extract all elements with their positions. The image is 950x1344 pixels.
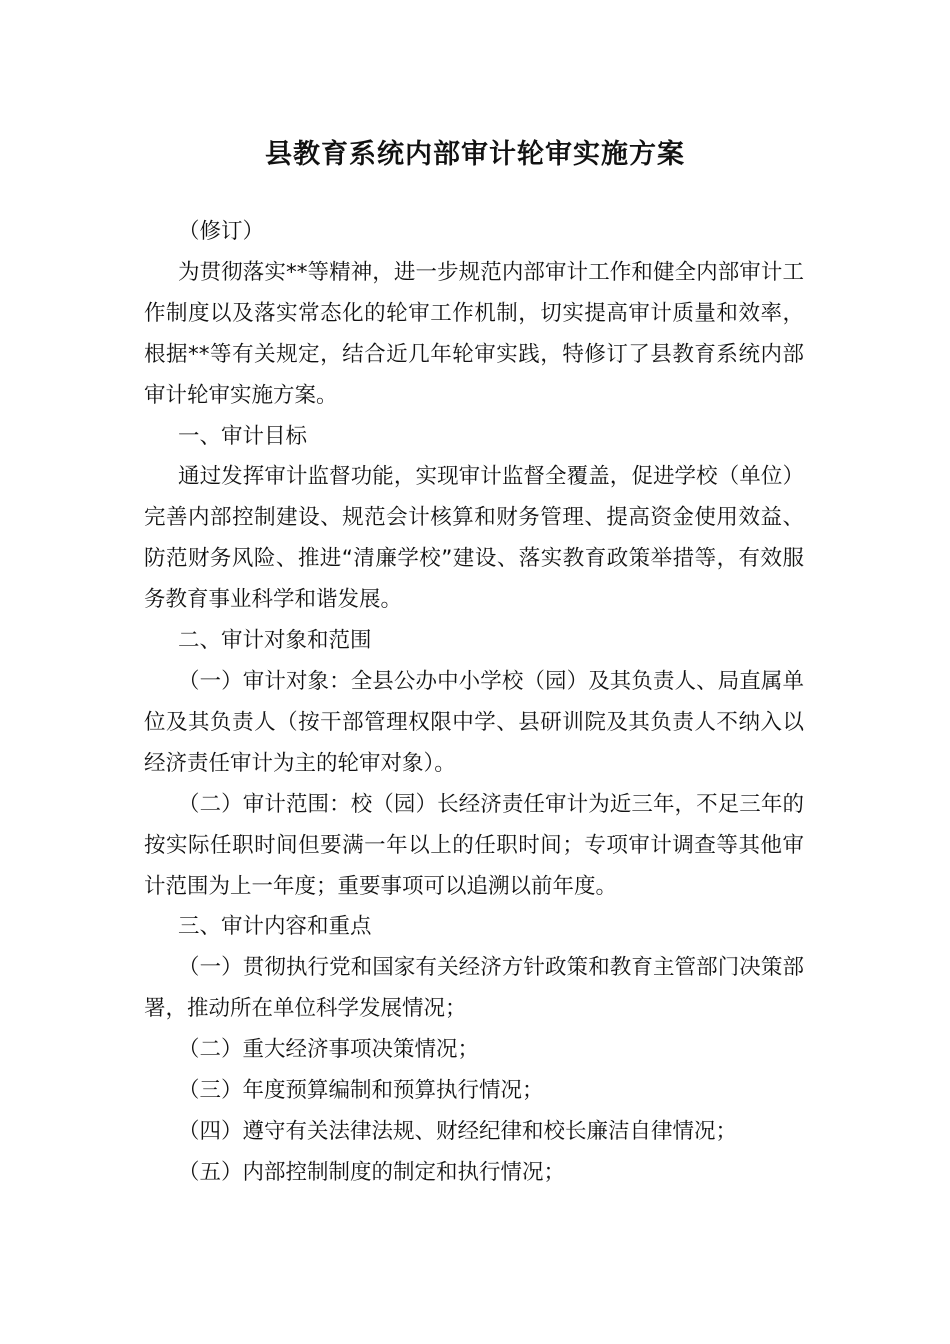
section-3-item-5: （五）内部控制制度的制定和执行情况； (178, 1159, 566, 1185)
section-heading-1: 一、审计目标 (178, 423, 308, 449)
intro-paragraph: 为贯彻落实**等精神，进一步规范内部审计工作和健全内部审计工作制度以及落实常态化的轮审工作机制，切实提高审计质量和效率，根据**等有关规定，结合近几年轮审实践，特修订了县教育系统内部审计轮审实施方案。 (144, 259, 804, 408)
section-2-item-1: （一）审计对象：全县公办中小学校（园）及其负责人、局直属单位及其负责人（按干部管理权限中学、县研训院及其负责人不纳入以经济责任审计为主的轮审对象）。 (144, 668, 804, 776)
section-1-paragraph: 通过发挥审计监督功能，实现审计监督全覆盖，促进学校（单位）完善内部控制建设、规范会计核算和财务管理、提高资金使用效益、防范财务风险、推进“清廉学校”建设、落实教育政策举措等，有效服务教育事业科学和谐发展。 (144, 464, 804, 613)
section-3-item-4: （四）遵守有关法律法规、财经纪律和校长廉洁自律情况； (178, 1118, 738, 1144)
section-heading-3: 三、审计内容和重点 (178, 914, 372, 940)
document-body (144, 212, 804, 1194)
document-title: 县教育系统内部审计轮审实施方案 (265, 139, 685, 170)
section-3-item-3: （三）年度预算编制和预算执行情况； (178, 1078, 544, 1104)
section-3-item-2: （二）重大经济事项决策情况； (178, 1037, 480, 1063)
revision-note: （修订） (178, 219, 265, 244)
section-2-item-2: （二）审计范围：校（园）长经济责任审计为近三年，不足三年的按实际任职时间但要满一年以上的任职时间；专项审计调查等其他审计范围为上一年度；重要事项可以追溯以前年度。 (144, 791, 804, 899)
section-3-item-1: （一）贯彻执行党和国家有关经济方针政策和教育主管部门决策部署，推动所在单位科学发展情况； (144, 955, 804, 1022)
section-heading-2: 二、审计对象和范围 (178, 628, 372, 654)
